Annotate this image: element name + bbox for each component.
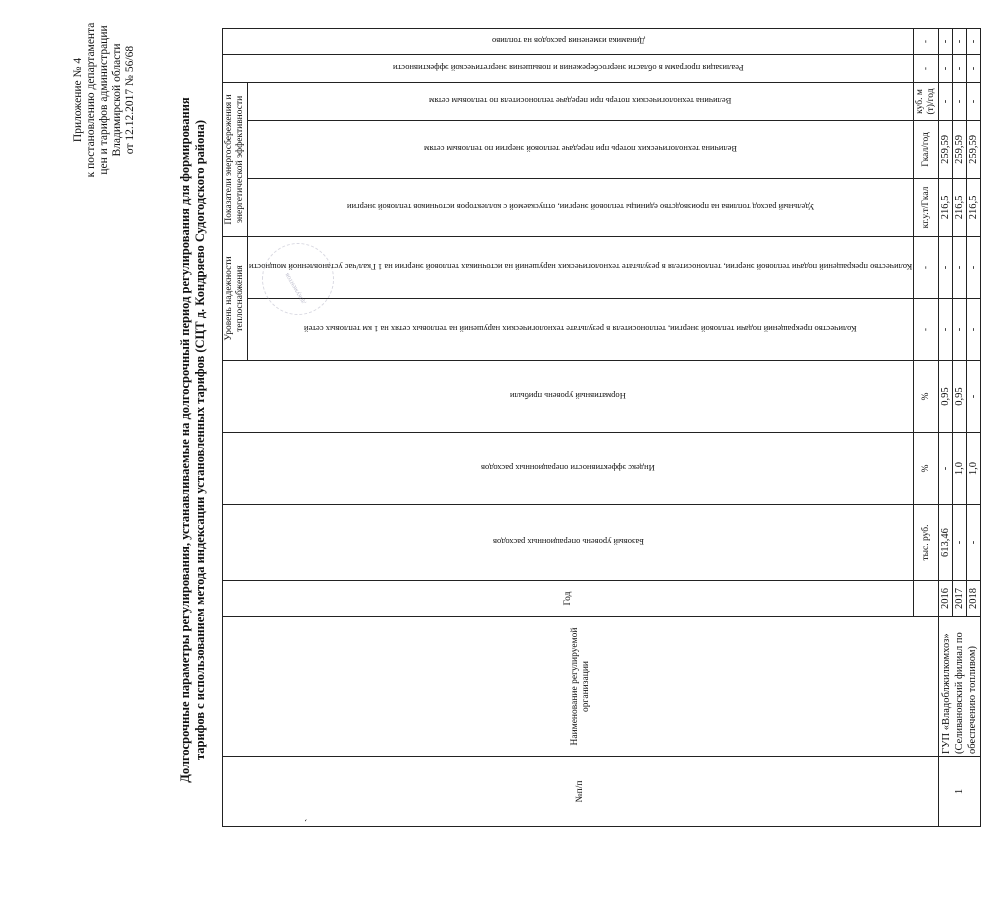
fuel-rate-cell: 216,5 — [939, 178, 953, 236]
heat-loss-cell: 259,59 — [939, 120, 953, 178]
org-name: ГУП «Владоблжилкомхоз» (Селивановский филиал по обеспечению топливом) — [939, 617, 981, 757]
header-carrier-loss — [248, 82, 914, 120]
title-line: тарифов с использованием метода индексации установленных тарифов (СЦТ д. Кондряево Судогодского района) — [193, 119, 207, 761]
appendix-line: цен и тарифов администрации — [98, 25, 110, 175]
unit-cell: - — [914, 236, 939, 298]
unit-cell: - — [914, 299, 939, 361]
heat-loss-cell: 259,59 — [967, 120, 981, 178]
carrier-loss-cell: - — [967, 82, 981, 120]
appendix-block — [72, 15, 137, 185]
header-text: Реализация программ в области энергосбережения и повышения энергетической эффективности — [392, 63, 744, 74]
header-reliability-networks — [248, 299, 914, 361]
fuel-rate-cell: 216,5 — [967, 178, 981, 236]
parameters-table — [222, 28, 981, 827]
header-text: Динамика изменения расходов на топливо — [491, 36, 645, 47]
unit-cell: Гкал/год — [914, 120, 939, 178]
carrier-loss-cell: - — [953, 82, 967, 120]
profit-cell: - — [967, 361, 981, 433]
dynamics-cell: - — [967, 28, 981, 54]
unit-cell: % — [914, 361, 939, 433]
dynamics-cell: - — [939, 28, 953, 54]
header-text: Базовый уровень операционных расходов — [492, 537, 644, 548]
header-num: №п/п — [223, 757, 939, 827]
table-row — [939, 28, 953, 826]
unit-cell: тыс. руб. — [914, 505, 939, 581]
fuel-rate-cell: 216,5 — [953, 178, 967, 236]
profit-cell: 0,95 — [939, 361, 953, 433]
unit-cell: - — [914, 54, 939, 82]
unit-cell: куб. м (т)/год — [914, 82, 939, 120]
reliability-sources-cell: - — [967, 236, 981, 298]
header-reliability-sources — [248, 236, 914, 298]
appendix-line: Приложение № 4 — [72, 57, 84, 143]
base-opex-cell: - — [967, 505, 981, 581]
header-text: Удельный расход топлива на производство единицы тепловой энергии, отпускаемой с коллекторов источников тепловой энергии — [346, 202, 815, 213]
unit-cell: % — [914, 433, 939, 505]
reliability-networks-cell: - — [953, 299, 967, 361]
faded-stamp-icon: документов — [262, 243, 334, 315]
header-fuel-rate — [248, 178, 914, 236]
appendix-line: к постановлению департамента — [85, 22, 97, 178]
header-text: Величина технологических потерь при передаче тепловой энергии по тепловым сетям — [424, 144, 738, 155]
program-cell: - — [939, 54, 953, 82]
appendix-line: от 12.12.2017 № 56/68 — [124, 45, 136, 155]
year-cell: 2018 — [967, 581, 981, 617]
appendix-line: Владимирской области — [111, 43, 123, 157]
reliability-sources-cell: - — [939, 236, 953, 298]
document-title — [178, 25, 208, 855]
reliability-networks-cell: - — [967, 299, 981, 361]
program-cell: - — [967, 54, 981, 82]
header-program — [223, 54, 914, 82]
header-text: Количество прекращений подачи тепловой энергии, теплоносителя в результате технологических нарушений на источниках тепловой энергии на 1 Гкал/час установленной мощности — [249, 262, 913, 273]
row-number: 1 — [939, 757, 981, 827]
title-line: Долгосрочные параметры регулирования, устанавливаемые на долгосрочный период регулирования для формирования — [178, 97, 192, 783]
header-text: Индекс эффективности операционных расходов — [481, 463, 655, 474]
efficiency-cell: - — [939, 433, 953, 505]
unit-cell: кг.у.т/Гкал — [914, 178, 939, 236]
header-efficiency-index — [223, 433, 914, 505]
header-base-opex — [223, 505, 914, 581]
header-text: Величина технологических потерь при передаче теплоносителя по тепловым сетям — [429, 96, 732, 107]
year-cell: 2016 — [939, 581, 953, 617]
header-reliability-group: Уровень надежности теплоснабжения — [223, 236, 248, 360]
header-text: Нормативный уровень прибыли — [510, 391, 626, 402]
program-cell: - — [953, 54, 967, 82]
heat-loss-cell: 259,59 — [953, 120, 967, 178]
header-org: Наименование регулируемой организации — [223, 617, 939, 757]
carrier-loss-cell: - — [939, 82, 953, 120]
header-text: Количество прекращений подачи тепловой энергии, теплоносителя в результате технологических нарушений на тепловых сетях на 1 км тепловых сетей — [304, 324, 857, 335]
efficiency-cell: 1,0 — [967, 433, 981, 505]
header-energy-group: Показатели энергосбережения и энергетической эффективности — [223, 82, 248, 236]
base-opex-cell: 613,46 — [939, 505, 953, 581]
scan-mark: ˎ — [296, 818, 307, 822]
year-cell: 2017 — [953, 581, 967, 617]
reliability-sources-cell: - — [953, 236, 967, 298]
header-profit-level — [223, 361, 914, 433]
reliability-networks-cell: - — [939, 299, 953, 361]
unit-cell: - — [914, 28, 939, 54]
unit-cell — [914, 581, 939, 617]
header-year: Год — [223, 581, 914, 617]
base-opex-cell: - — [953, 505, 967, 581]
efficiency-cell: 1,0 — [953, 433, 967, 505]
header-fuel-dynamics — [223, 28, 914, 54]
dynamics-cell: - — [953, 28, 967, 54]
profit-cell: 0,95 — [953, 361, 967, 433]
header-heat-loss — [248, 120, 914, 178]
